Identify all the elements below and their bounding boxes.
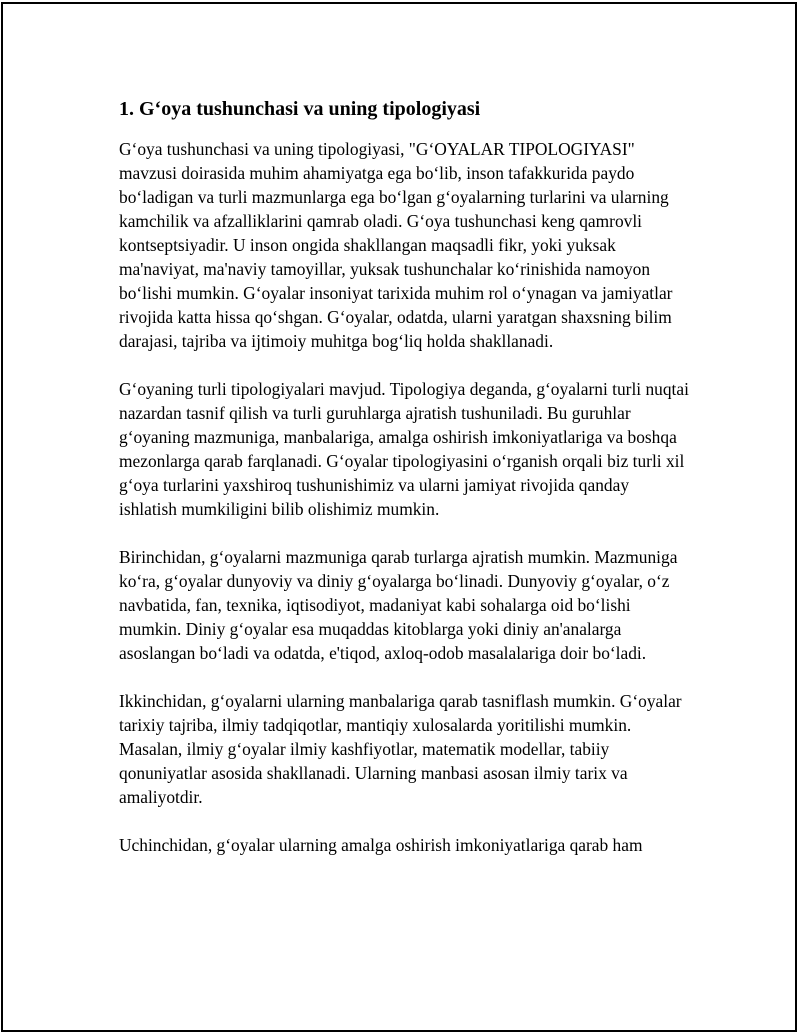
paragraph-3: Birinchidan, g‘oyalarni mazmuniga qarab turlarga ajratish mumkin. Mazmuniga ko‘ra, g‘oyalar dunyoviy va diniy g‘oyalarga bo‘linadi. Dunyoviy g‘oyalar, o‘z navbatida, fan, texnika, iqtisodiyot, madaniyat kabi sohalarga oid bo‘lishi mumkin. Diniy g‘oyalar esa muqaddas kitoblarga yoki diniy an'analarga asoslangan bo‘ladi va odatda, e'tiqod, axloq-odob masalalariga doir bo‘ladi.: [119, 547, 678, 663]
section-heading: 1. G‘oya tushunchasi va uning tipologiyasi: [119, 98, 481, 120]
paragraph-4: Ikkinchidan, g‘oyalarni ularning manbalariga qarab tasniflash mumkin. G‘oyalar tarixiy tajriba, ilmiy tadqiqotlar, mantiqiy xulosalarda yoritilishi mumkin. Masalan, ilmiy g‘oyalar ilmiy kashfiyotlar, matematik modellar, tabiiy qonuniyatlar asosida shakllanadi. Ularning manbasi asosan ilmiy tarix va amaliyotdir.: [119, 691, 682, 807]
paragraph-1: G‘oya tushunchasi va uning tipologiyasi, "G‘OYALAR TIPOLOGIYASI" mavzusi doirasida muhim ahamiyatga ega bo‘lib, inson tafakkurida paydo bo‘ladigan va turli mazmunlarga ega bo‘lgan g‘oyalarning turlarini va ularning kamchilik va afzalliklarini qamrab oladi. G‘oya tushunchasi keng qamrovli kontseptsiyadir. U inson ongida shakllangan maqsadli fikr, yoki yuksak ma'naviyat, ma'naviy tamoyillar, yuksak tushunchalar ko‘rinishida namoyon bo‘lishi mumkin. G‘oyalar insoniyat tarixida muhim rol o‘ynagan va jamiyatlar rivojida katta hissa qo‘shgan. G‘oyalar, odatda, ularni yaratgan shaxsning bilim darajasi, tajriba va ijtimoiy muhitga bog‘liq holda shakllanadi.: [119, 139, 673, 351]
document-body: [119, 96, 691, 881]
paragraph-2: G‘oyaning turli tipologiyalari mavjud. Tipologiya deganda, g‘oyalarni turli nuqtai nazardan tasnif qilish va turli guruhlarga ajratish tushuniladi. Bu guruhlar g‘oyaning mazmuniga, manbalariga, amalga oshirish imkoniyatlariga va boshqa mezonlarga qarab farqlanadi. G‘oyalar tipologiyasini o‘rganish orqali biz turli xil g‘oya turlarini yaxshiroq tushunishimiz va ularni jamiyat rivojida qanday ishlatish mumkiligini bilib olishimiz mumkin.: [119, 379, 689, 519]
document-page: [1, 2, 797, 1032]
paragraph-5: Uchinchidan, g‘oyalar ularning amalga oshirish imkoniyatlariga qarab ham: [119, 835, 643, 855]
